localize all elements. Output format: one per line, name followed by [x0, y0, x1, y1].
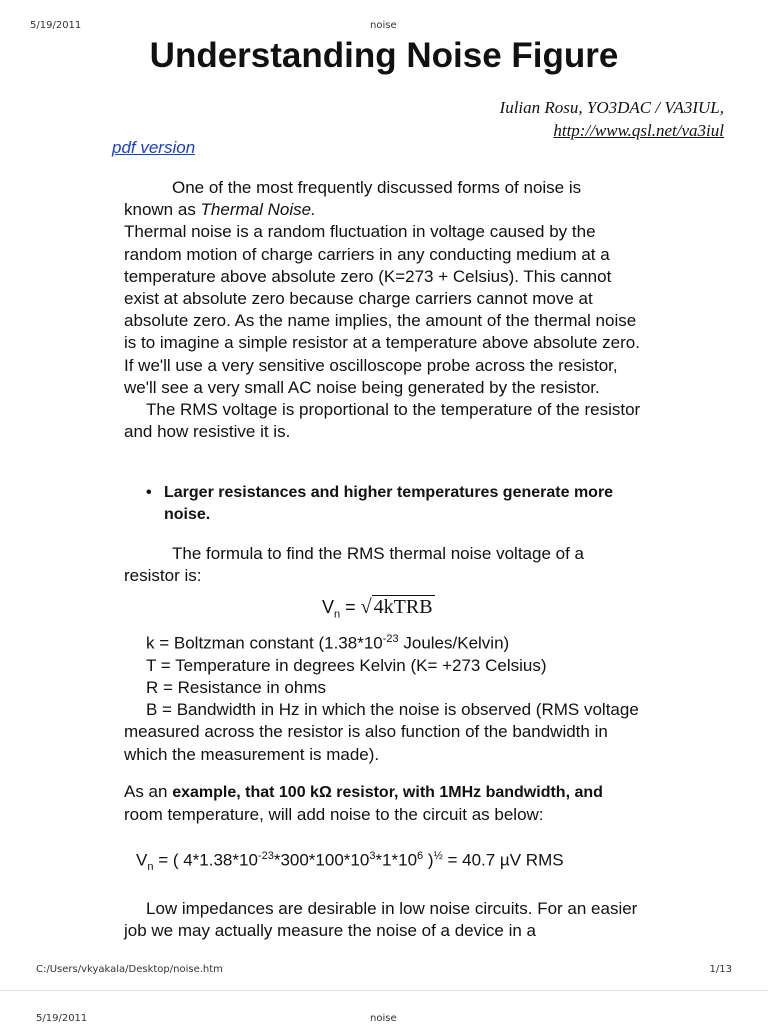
bullet-dot-icon: • — [146, 484, 152, 501]
formula-lhs-sub: n — [334, 608, 341, 621]
eq-result: = 40.7 µV RMS — [442, 850, 564, 870]
pdf-version-link[interactable]: pdf version — [112, 138, 196, 157]
definition-k-exponent: -23 — [382, 633, 399, 645]
intro-line-2-prefix: known as — [124, 200, 201, 220]
definition-k-prefix: k = Boltzman constant (1.38*10 — [146, 633, 383, 653]
eq-sup-3: 6 — [417, 850, 424, 862]
definition-k — [124, 628, 644, 655]
author-url-link[interactable]: http://www.qsl.net/va3iul — [553, 121, 724, 140]
thermal-noise-paragraph: Thermal noise is a random fluctuation in voltage caused by the random motion of charge carriers in any conducting medium at a temperature above absolute zero (K=273 + Celsius). This cannot exist at absolute zero because charge carriers cannot move at absolute zero. As the name implies, the amount of the thermal noise is to imagine a simple resistor at a temperature above absolute zero. If we'll use a very sensitive oscilloscope probe across the resistor, we'll see a very small AC noise being generated by the resistor. — [124, 222, 640, 397]
eq-sup-2: 3 — [369, 850, 376, 862]
eq-part-1: = ( 4*1.38*10 — [153, 850, 258, 870]
intro-section — [124, 177, 644, 443]
formula-lhs: V — [322, 597, 335, 617]
eq-v-sub: n — [147, 861, 154, 874]
definition-k-suffix: Joules/Kelvin) — [398, 633, 510, 653]
definition-b: B = Bandwidth in Hz in which the noise is observed (RMS voltage measured across the resistor is also function of the bandwidth in which the measurement is made). — [124, 700, 639, 764]
sqrt-icon: √ — [360, 596, 372, 618]
author-name: Iulian Rosu, YO3DAC / VA3IUL, — [499, 98, 724, 117]
header-date: 5/19/2011 — [30, 20, 82, 31]
eq-sup-1: -23 — [257, 850, 274, 862]
low-impedance-paragraph: Low impedances are desirable in low noise circuits. For an easier job we may actually measure the noise of a device in a — [124, 899, 638, 941]
bullet-text: Larger resistances and higher temperatures generate more noise. — [164, 484, 614, 523]
definitions-section — [124, 628, 644, 766]
thermal-noise-term: Thermal Noise. — [200, 200, 316, 220]
formula-eq: = — [340, 597, 361, 617]
bullet-item — [146, 482, 646, 526]
rms-voltage-paragraph: The RMS voltage is proportional to the temperature of the resistor and how resistive it is. — [124, 400, 641, 442]
footer-path: C:/Users/vkyakala/Desktop/noise.htm — [36, 964, 223, 975]
next-page-header-date: 5/19/2011 — [36, 1013, 88, 1024]
next-page-header-doc-name: noise — [370, 1013, 397, 1024]
example-line-2: room temperature, will add noise to the circuit as below: — [124, 805, 544, 825]
example-prefix: As an — [124, 782, 173, 801]
page-divider — [0, 990, 768, 991]
example-bold-text: example, that 100 kΩ resistor, with 1MHz bandwidth, and — [172, 784, 603, 801]
low-impedance-section — [124, 898, 644, 942]
eq-v: V — [136, 850, 148, 870]
eq-part-4: ) — [423, 850, 434, 870]
noise-calculation-equation — [136, 850, 564, 873]
definition-t: T = Temperature in degrees Kelvin (K= +273 Celsius) — [146, 655, 547, 675]
eq-part-3: *1*10 — [375, 850, 418, 870]
noise-voltage-formula — [322, 596, 435, 621]
definition-r: R = Resistance in ohms — [146, 678, 326, 698]
author-block — [500, 96, 724, 142]
eq-part-2: *300*100*10 — [273, 850, 370, 870]
intro-line: One of the most frequently discussed forms of noise is — [172, 178, 582, 197]
footer-page-number: 1/13 — [709, 964, 732, 975]
eq-sup-4: ½ — [433, 850, 443, 862]
page-title: Understanding Noise Figure — [149, 36, 619, 75]
formula-intro — [124, 543, 644, 587]
header-doc-name: noise — [370, 20, 397, 31]
formula-radicand: 4kTRB — [373, 596, 433, 618]
example-section — [124, 781, 644, 826]
example-line-1 — [124, 781, 644, 804]
formula-intro-text: The formula to find the RMS thermal noise voltage of a resistor is: — [124, 544, 584, 586]
intro-line-2 — [124, 199, 644, 221]
